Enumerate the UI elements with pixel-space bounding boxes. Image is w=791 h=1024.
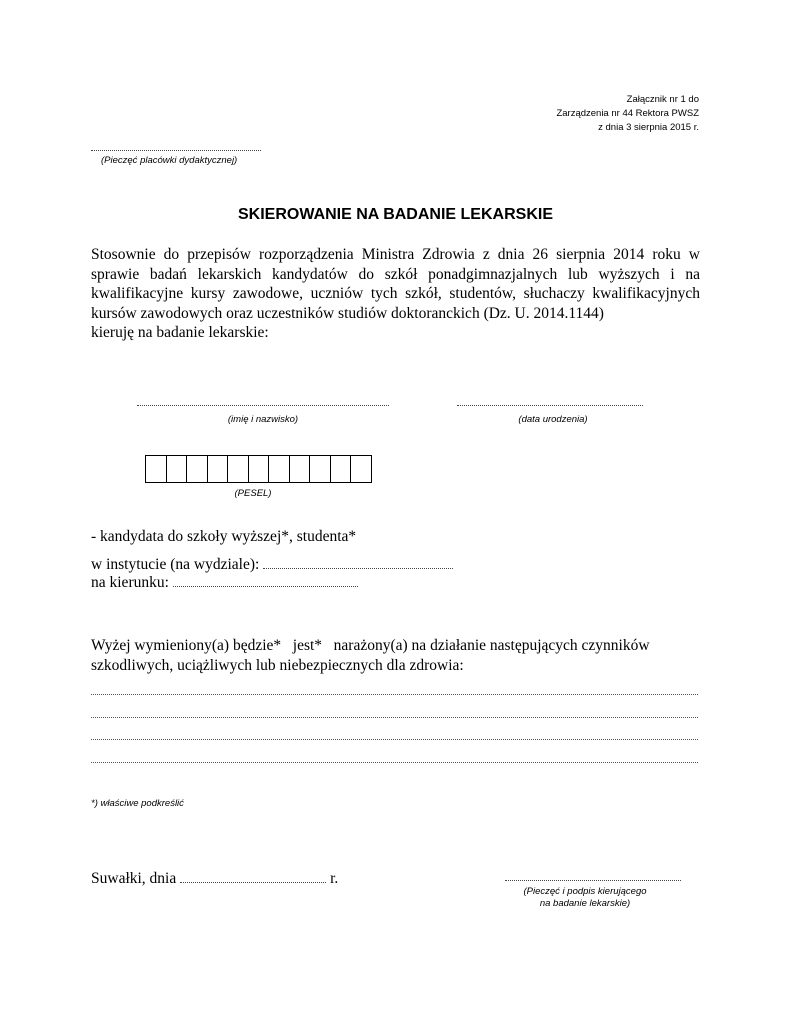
pesel-digit-box[interactable] <box>331 456 352 482</box>
pesel-digit-box[interactable] <box>228 456 249 482</box>
intro-referral: kieruję na badanie lekarskie: <box>91 324 269 341</box>
annex-line-2: Zarządzenia nr 44 Rektora PWSZ <box>556 108 699 119</box>
exposure-answer-line[interactable] <box>91 694 698 695</box>
intro-paragraph <box>91 245 700 343</box>
footnote: *) właściwe podkreślić <box>91 798 184 809</box>
dob-caption: (data urodzenia) <box>518 414 588 425</box>
candidate-type-line: - kandydata do szkoły wyższej*, studenta* <box>91 528 357 545</box>
annex-line-3: z dnia 3 sierpnia 2015 r. <box>598 122 699 133</box>
major-label: na kierunku: <box>91 574 169 591</box>
exposure-answer-line[interactable] <box>91 739 698 740</box>
pesel-digit-box[interactable] <box>187 456 208 482</box>
pesel-digit-box[interactable] <box>167 456 188 482</box>
exposure-line-2: szkodliwych, uciążliwych lub niebezpiecznych dla zdrowia: <box>91 657 464 674</box>
pesel-digit-box[interactable] <box>249 456 270 482</box>
institution-field[interactable] <box>263 567 453 569</box>
pesel-digit-box[interactable] <box>310 456 331 482</box>
institution-label: w instytucie (na wydziale): <box>91 556 260 573</box>
signature-caption-line-1: (Pieczęć i podpis kierującego <box>523 886 647 897</box>
page-title: SKIEROWANIE NA BADANIE LEKARSKIE <box>238 206 553 223</box>
major-field[interactable] <box>173 585 358 587</box>
institution-row <box>91 556 453 574</box>
name-field[interactable] <box>137 405 389 406</box>
pesel-caption: (PESEL) <box>234 488 272 499</box>
intro-text: Stosownie do przepisów rozporządzenia Ministra Zdrowia z dnia 26 sierpnia 2014 roku w sprawie badań lekarskich kandydatów do szkół ponadgimnazjalnych lub wyższych i na kwalifikacyjne kursy zawodowe, uczniów tych szkół, studentów, słuchaczy kwalifikacyjnych kursów zawodowych oraz uczestników studiów doktoranckich (Dz. U. 2014.1144) <box>91 246 700 322</box>
dob-field[interactable] <box>457 405 643 406</box>
date-field[interactable] <box>180 881 326 883</box>
exposure-line-1: Wyżej wymieniony(a) będzie* jest* narażony(a) na działanie następujących czynników <box>91 637 650 654</box>
date-suffix: r. <box>330 870 339 887</box>
pesel-digit-box[interactable] <box>269 456 290 482</box>
pesel-digit-box[interactable] <box>208 456 229 482</box>
exposure-answer-line[interactable] <box>91 762 698 763</box>
name-caption: (imię i nazwisko) <box>227 414 299 425</box>
place-date-label: Suwałki, dnia <box>91 870 177 887</box>
stamp-caption: (Pieczęć placówki dydaktycznej) <box>101 155 238 166</box>
exposure-answer-line[interactable] <box>91 717 698 718</box>
pesel-digit-box[interactable] <box>351 456 371 482</box>
signature-field[interactable] <box>505 880 681 881</box>
annex-line-1: Załącznik nr 1 do <box>626 94 699 105</box>
signature-caption <box>490 886 680 910</box>
stamp-dotted-line <box>91 150 261 151</box>
annex-reference <box>556 93 699 135</box>
pesel-boxes[interactable] <box>145 455 372 483</box>
major-row <box>91 574 358 592</box>
date-row <box>91 870 338 888</box>
pesel-digit-box[interactable] <box>146 456 167 482</box>
pesel-digit-box[interactable] <box>290 456 311 482</box>
signature-caption-line-2: na badanie lekarskie) <box>539 898 631 909</box>
